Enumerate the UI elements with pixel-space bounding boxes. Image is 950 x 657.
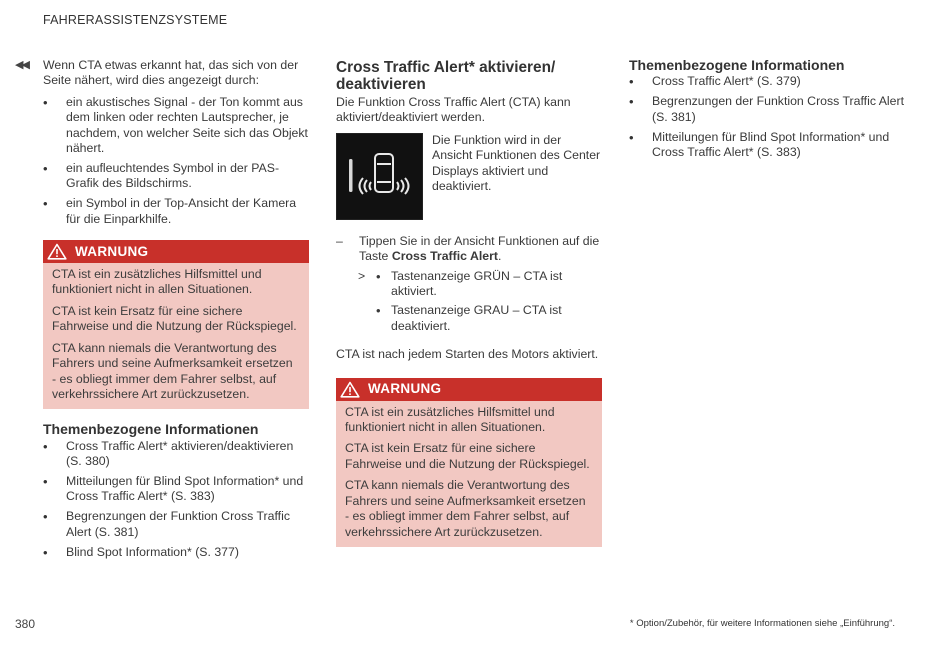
- warning-box: [43, 240, 309, 409]
- cta-detection-intro: Wenn CTA etwas erkannt hat, das sich von der Seite nähert, wird dies angezeigt durch:: [43, 58, 299, 88]
- related-link[interactable]: • Begrenzungen der Funktion Cross Traffic Alert (S. 381): [43, 509, 309, 540]
- column-3: [629, 58, 909, 165]
- related-link[interactable]: • Cross Traffic Alert* aktivieren/deaktivieren (S. 380): [43, 439, 309, 470]
- warning-paragraph: CTA ist kein Ersatz für eine sichere Fahrweise und die Nutzung der Rückspiegel.: [345, 441, 590, 471]
- related-link[interactable]: • Mitteilungen für Blind Spot Information* und Cross Traffic Alert* (S. 383): [43, 474, 309, 505]
- related-link[interactable]: • Blind Spot Information* (S. 377): [43, 545, 309, 560]
- warning-box: [336, 378, 602, 547]
- cta-button-reference: Cross Traffic Alert: [391, 249, 498, 264]
- warning-title: WARNUNG: [368, 381, 442, 397]
- warning-body: [336, 401, 602, 547]
- column-2: [336, 60, 602, 547]
- detection-indicator-list: [43, 95, 309, 227]
- warning-paragraph: CTA kann niemals die Verantwortung des Fahrers und seine Aufmerksamkeit ersetzen - es obliegt immer dem Fahrer selbst, auf verkehrssichere Art zurückzusetzen.: [345, 478, 586, 539]
- related-information: [43, 422, 309, 560]
- warning-triangle-icon: [47, 243, 67, 260]
- list-item: • ein aufleuchtendes Symbol in der PAS-Grafik des Bildschirms.: [43, 161, 309, 192]
- related-links-list: [629, 74, 909, 160]
- warning-paragraph: CTA ist kein Ersatz für eine sichere Fahrweise und die Nutzung der Rückspiegel.: [52, 303, 297, 334]
- result-arrow: >: [358, 268, 366, 283]
- figure-caption: Die Funktion wird in der Ansicht Funktionen des Center Displays aktiviert und deaktiviert.: [432, 132, 601, 194]
- instruction-steps: [336, 234, 602, 334]
- cta-button-image: [336, 133, 423, 220]
- warning-paragraph: CTA kann niemals die Verantwortung des Fahrers und seine Aufmerksamkeit ersetzen - es obliegt immer dem Fahrer selbst, auf verkehrssichere Art zurückzusetzen.: [52, 340, 293, 401]
- page-number: 380: [15, 617, 36, 631]
- related-information-title: Themenbezogene Informationen: [629, 57, 845, 73]
- list-item: • ein Symbol in der Top-Ansicht der Kamera für die Einparkhilfe.: [43, 196, 309, 227]
- continued-from-previous-page-marker: ◀◀: [15, 59, 28, 71]
- result-text: Tastenanzeige GRAU – CTA ist deaktiviert.: [391, 303, 562, 333]
- step-text-end: .: [497, 249, 502, 264]
- related-links-list: [43, 439, 309, 560]
- warning-triangle-icon: [340, 381, 360, 398]
- warning-title: WARNUNG: [75, 243, 149, 259]
- related-information-title: Themenbezogene Informationen: [43, 421, 259, 438]
- instruction-step: [336, 234, 602, 265]
- warning-paragraph: CTA ist ein zusätzliches Hilfsmittel und funktioniert nicht in allen Situationen.: [52, 267, 262, 297]
- warning-body: [43, 263, 309, 409]
- footnote: * Option/Zubehör, für weitere Informationen siehe „Einführung“.: [629, 618, 895, 629]
- function-button-figure: [336, 133, 602, 220]
- related-link[interactable]: • Begrenzungen der Funktion Cross Traffic Alert (S. 381): [629, 94, 909, 125]
- cross-traffic-alert-icon: [337, 134, 422, 219]
- step-text: Tippen Sie in der Ansicht Funktionen auf die Taste: [359, 233, 600, 264]
- section-intro: Die Funktion Cross Traffic Alert (CTA) kann aktiviert/deaktiviert werden.: [336, 95, 571, 125]
- related-link[interactable]: • Mitteilungen für Blind Spot Information* und Cross Traffic Alert* (S. 383): [629, 130, 909, 161]
- step-result: [336, 269, 602, 300]
- warning-header: [43, 240, 309, 263]
- warning-header: [336, 378, 602, 401]
- related-link[interactable]: • Cross Traffic Alert* (S. 379): [629, 74, 909, 89]
- list-item: • ein akustisches Signal - der Ton kommt aus dem linken oder rechten Lautsprecher, je nachdem, von welcher Seite sich das Objekt nähert.: [43, 95, 309, 157]
- section-title: Cross Traffic Alert* aktivieren/ deaktivieren: [336, 59, 556, 93]
- result-text: Tastenanzeige GRÜN – CTA ist aktiviert.: [391, 268, 563, 299]
- page-header: FAHRERASSISTENZSYSTEME: [43, 13, 228, 27]
- activation-note: CTA ist nach jedem Starten des Motors aktiviert.: [336, 347, 599, 362]
- bullet: •: [376, 268, 381, 284]
- warning-paragraph: CTA ist ein zusätzliches Hilfsmittel und funktioniert nicht in allen Situationen.: [345, 404, 555, 435]
- bullet: •: [376, 303, 381, 319]
- step-result: [336, 303, 602, 334]
- column-1: [43, 58, 309, 565]
